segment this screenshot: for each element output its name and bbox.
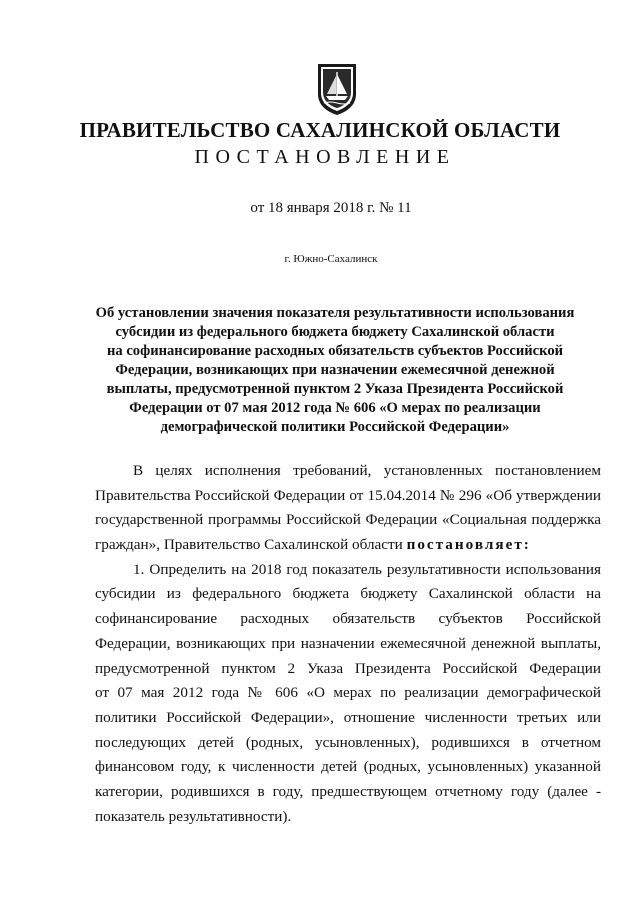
clause-line: категории, родившихся в году, предшествующем отчетному году (далее - — [95, 782, 601, 800]
preamble-last-line — [95, 533, 601, 558]
subject-line: демографической политики Российской Федерации» — [160, 419, 510, 435]
clause-line: политики Российской Федерации», отношение численности третьих или — [95, 708, 601, 726]
clause-line: последующих детей (родных, усыновленных), родившихся в отчетном — [95, 733, 601, 751]
subject-line: Федерации от 07 мая 2012 года № 606 «О мерах по реализации — [129, 400, 541, 416]
preamble-line: В целях исполнения требований, установленных постановлением — [133, 462, 601, 479]
clause-line: 1. Определить на 2018 год показатель результативности использования — [133, 560, 601, 578]
document-city: г. Южно-Сахалинск — [284, 253, 378, 265]
clause-line: финансовом году, к численности детей (родных, усыновленных) указанной — [95, 758, 601, 776]
document-body — [95, 459, 601, 829]
subject-line: выплаты, предусмотренной пунктом 2 Указа Президента Российской — [106, 381, 564, 397]
clause-1-paragraph — [95, 558, 601, 830]
subject-line: субсидии из федерального бюджета бюджету Сахалинской области — [115, 324, 555, 340]
preamble-line: государственной программы Российской Федерации «Социальная поддержка — [95, 511, 601, 529]
clause-line: показатель результативности). — [95, 807, 292, 825]
subject-line: на софинансирование расходных обязательств субъектов Российской — [106, 343, 564, 359]
clause-line: предусмотренной пунктом 2 Указа Президента Российской Федерации — [95, 659, 601, 677]
document-subject — [95, 304, 575, 437]
preamble-paragraph — [95, 459, 601, 558]
clause-line: Федерации, возникающих при назначении ежемесячной денежной выплаты, — [95, 634, 601, 652]
clause-line: софинансирование расходных обязательств субъектов Российской — [95, 610, 601, 628]
subject-line: Об установлении значения показателя результативности использования — [95, 305, 575, 321]
clause-line: субсидии из федерального бюджета бюджету Сахалинской области на — [95, 585, 601, 603]
subject-line: Федерации, возникающих при назначении ежемесячной денежной — [115, 362, 555, 378]
government-title: ПРАВИТЕЛЬСТВО САХАЛИНСКОЙ ОБЛАСТИ — [79, 118, 561, 142]
decree-word: постановляет: — [406, 536, 531, 554]
document-date-number: от 18 января 2018 г. № 11 — [250, 200, 412, 216]
clause-line: от 07 мая 2012 года № 606 «О мерах по реализации демографической — [95, 684, 601, 702]
document-type: ПОСТАНОВЛЕНИЕ — [194, 146, 456, 168]
preamble-line: Правительства Российской Федерации от 15.04.2014 № 296 «Об утверждении — [95, 486, 601, 504]
preamble-line-text: граждан», Правительство Сахалинской области — [95, 536, 407, 554]
sakhalin-coat-of-arms-icon — [316, 62, 358, 116]
